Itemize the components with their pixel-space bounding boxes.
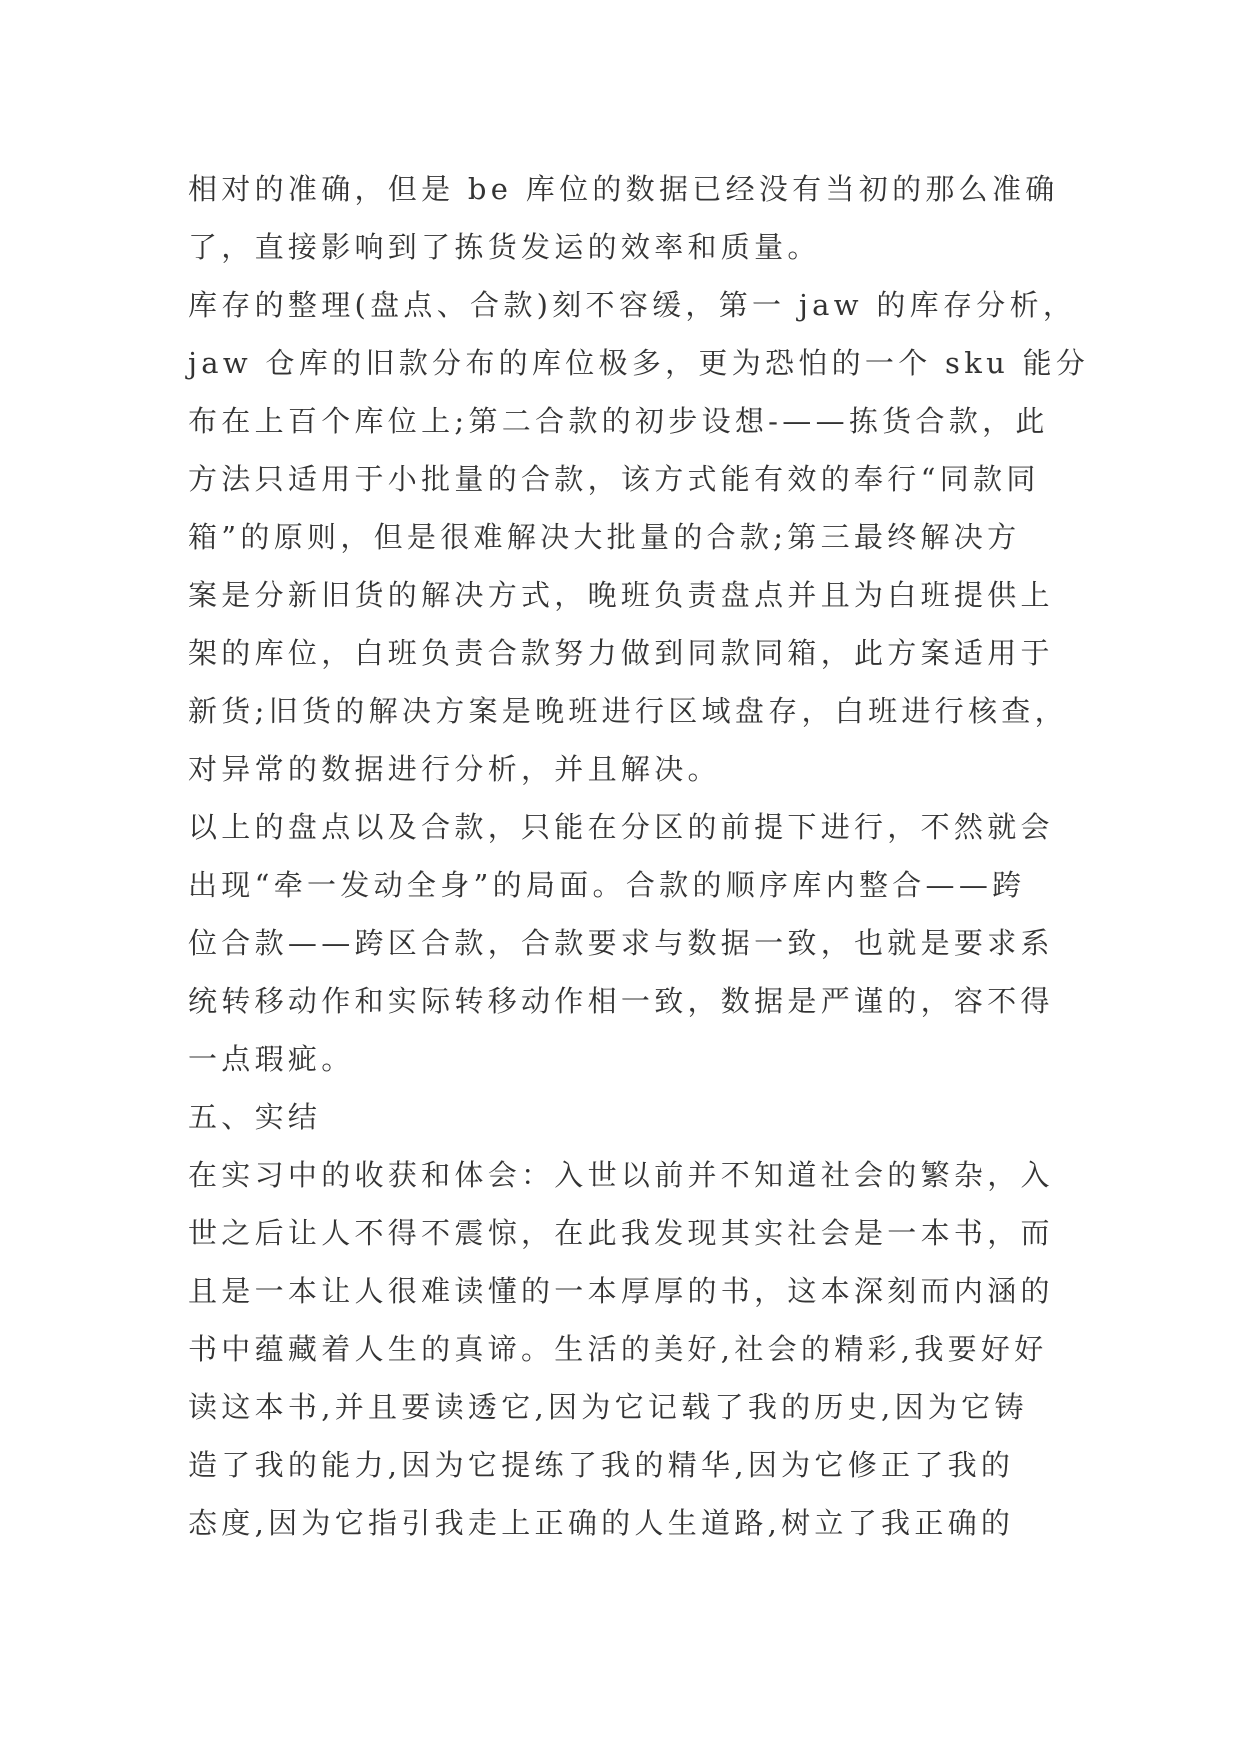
text-line: 读这本书,并且要读透它,因为它记载了我的历史,因为它铸 (188, 1390, 1028, 1424)
text-line: 位合款——跨区合款，合款要求与数据一致，也就是要求系 (188, 926, 1054, 960)
text-line: 方法只适用于小批量的合款，该方式能有效的奉行“同款同 (188, 462, 1040, 496)
text-line: 在实习中的收获和体会：入世以前并不知道社会的繁杂，入 (188, 1158, 1054, 1192)
text-line: 了，直接影响到了拣货发运的效率和质量。 (188, 230, 821, 264)
text-line: 且是一本让人很难读懂的一本厚厚的书，这本深刻而内涵的 (188, 1274, 1054, 1308)
text-line: 布在上百个库位上;第二合款的初步设想-——拣货合款，此 (188, 404, 1049, 438)
text-line: 书中蕴藏着人生的真谛。生活的美好,社会的精彩,我要好好 (188, 1332, 1048, 1366)
text-line: 库存的整理(盘点、合款)刻不容缓，第一 jaw 的库存分析， (188, 288, 1077, 322)
body-text (188, 160, 1090, 1552)
text-line: 态度,因为它指引我走上正确的人生道路,树立了我正确的 (188, 1506, 1015, 1540)
text-line: 新货;旧货的解决方案是晚班进行区域盘存，白班进行核查， (188, 694, 1068, 728)
text-line: 出现“牵一发动全身”的局面。合款的顺序库内整合——跨 (188, 868, 1026, 902)
text-line: 对异常的数据进行分析，并且解决。 (188, 752, 721, 786)
text-line: 相对的准确，但是 be 库位的数据已经没有当初的那么准确 (188, 172, 1059, 206)
text-line: 以上的盘点以及合款，只能在分区的前提下进行，不然就会 (188, 810, 1054, 844)
text-line: 箱”的原则，但是很难解决大批量的合款;第三最终解决方 (188, 520, 1021, 554)
text-line: 案是分新旧货的解决方式，晚班负责盘点并且为白班提供上 (188, 578, 1054, 612)
text-line: 世之后让人不得不震惊，在此我发现其实社会是一本书，而 (188, 1216, 1054, 1250)
text-line: 一点瑕疵。 (188, 1042, 355, 1076)
text-line: jaw 仓库的旧款分布的库位极多，更为恐怕的一个 sku 能分 (188, 346, 1090, 380)
text-line: 造了我的能力,因为它提练了我的精华,因为它修正了我的 (188, 1448, 1015, 1482)
text-line: 架的库位，白班负责合款努力做到同款同箱，此方案适用于 (188, 636, 1054, 670)
section-heading: 五、实结 (188, 1100, 322, 1134)
text-line: 统转移动作和实际转移动作相一致，数据是严谨的，容不得 (188, 984, 1054, 1018)
